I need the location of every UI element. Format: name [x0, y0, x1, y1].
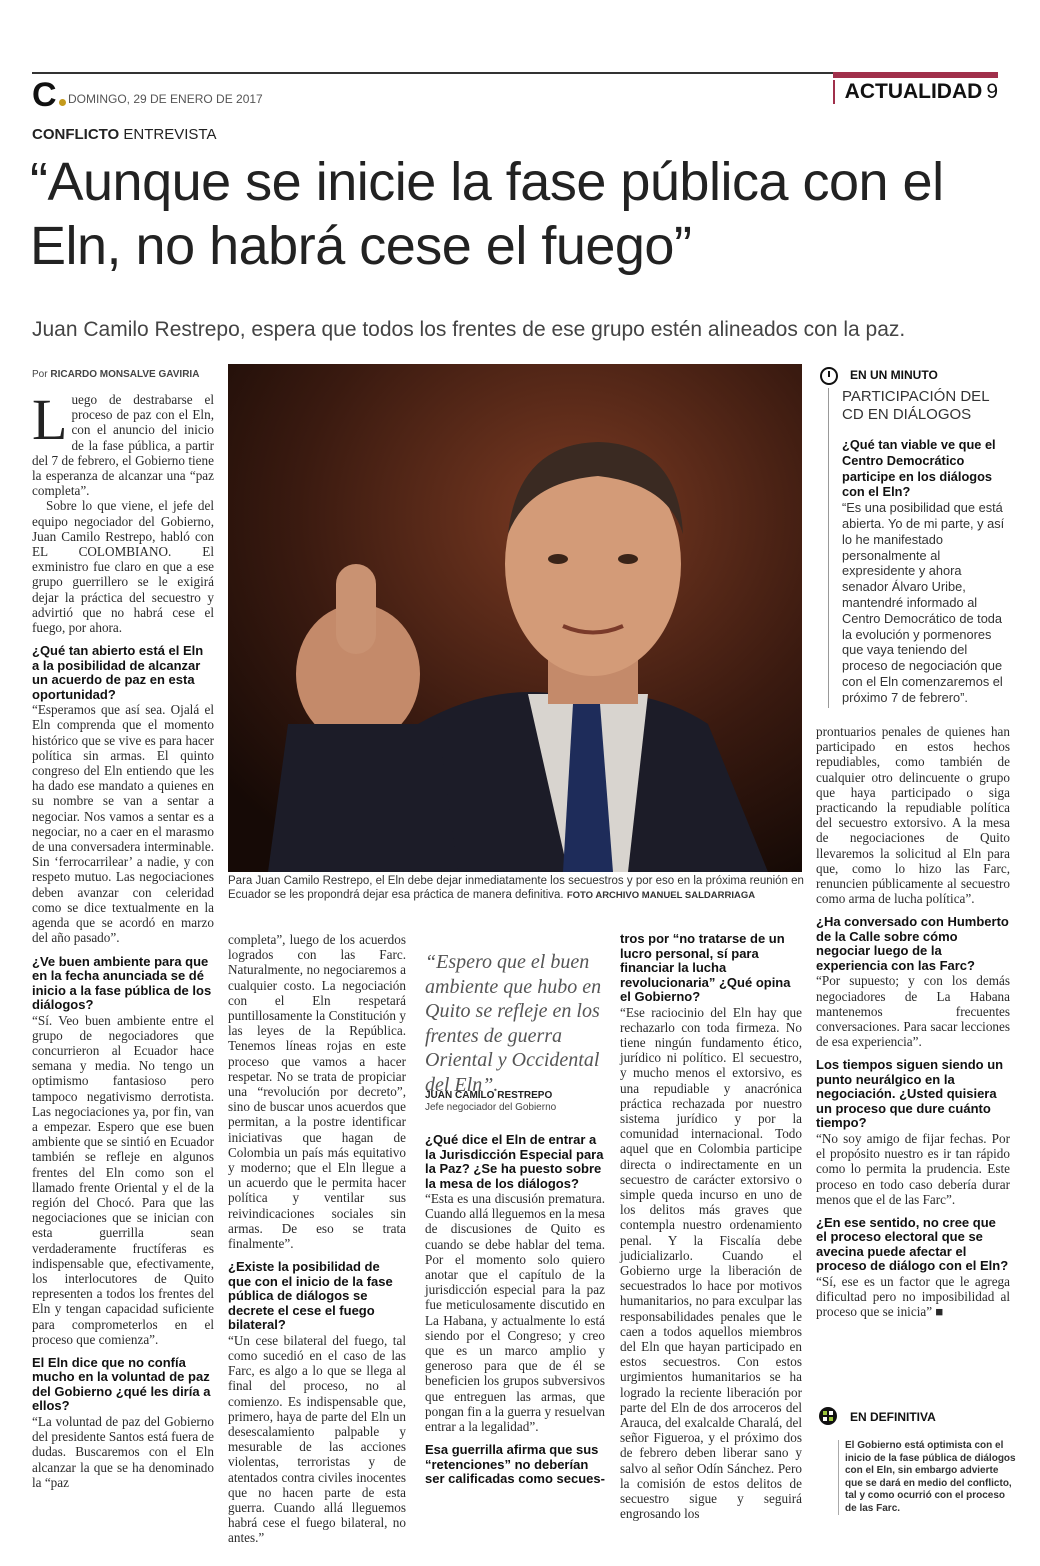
article-column-4: [620, 932, 802, 1521]
lead-text: uego de destrabarse el proceso de paz con el Eln, con el anuncio del inicio de la fase pública, a partir del 7 de febrero, el Gobierno tiene la esperanza de alcanzar una “paz completa”.: [32, 392, 214, 499]
en-definitiva-title: EN DEFINITIVA: [850, 1410, 936, 1424]
photo-credit: FOTO ARCHIVO MANUEL SALDARRIAGA: [566, 890, 756, 901]
kicker-type: ENTREVISTA: [123, 126, 217, 143]
answer: “La voluntad de paz del Gobierno del presidente Santos está fuera de dudas. Buscaremos con el Eln alcanzar la que se ha denominado la “paz: [32, 1413, 214, 1490]
question: ¿Qué tan abierto está el Eln a la posibilidad de alcanzar un acuerdo de paz en esta oportunidad?: [32, 643, 204, 702]
issue-date: DOMINGO, 29 DE ENERO DE 2017: [68, 92, 263, 106]
question: El Eln dice que no confía mucho en la voluntad de paz del Gobierno ¿qué les diría a ellos?: [32, 1354, 211, 1414]
interview-photo: [228, 364, 802, 872]
puzzle-icon: [818, 1406, 838, 1426]
lead-paragraph: [32, 387, 214, 499]
sidebar-answer: “Es una posibilidad que está abierta. Yo de mi parte, y así lo he manifestado personalmente al expresidente y ahora senador Álvaro Uribe, mantendré informado al Centro Democrático de toda la evolución y pormenores que vaya teniendo del proceso de negociación que con el Eln comenzaremos el próximo 7 de febrero”.: [842, 500, 1005, 705]
section-name: ACTUALIDAD: [844, 80, 983, 103]
answer-continued: completa”, luego de los acuerdos logrados con las Farc. Naturalmente, no negociaremos a cualquier costo. La negociación con el Eln respetará puntillosamente la Constitución y las leyes de la República. Tenemos líneas rojas en este proceso que vamos a hacer respetar. No se trata de propiciar una “revolución por decreto”, sino de buscar unos acuerdos que permitan, a la postre identificar iniciativas que hagan de Colombia un país más equitativo y moderno; que el Eln llegue a un acuerdo que le permita hacer política y ventilar sus reivindicaciones sociales sin armas. De eso se trata finalmente”.: [228, 932, 406, 1252]
en-un-minuto-header: [850, 368, 1032, 382]
answer: “Por supuesto; y con los demás negociadores de La Habana mantenemos frecuentes conversaciones. Para sacar lecciones de esa experiencia”.: [816, 973, 1010, 1050]
article-column-2: [228, 932, 406, 1546]
question: ¿Ve buen ambiente para que en la fecha anunciada se dé inicio a la fase pública de los diálogos?: [32, 953, 212, 1012]
kicker-topic: CONFLICTO: [32, 126, 120, 143]
question: ¿Ha conversado con Humberto de la Calle sobre cómo negociar luego de la experiencia con las Farc?: [816, 914, 1009, 973]
question-continued: tros por “no tratarse de un lucro personal, sí para financiar la lucha revolucionaria” ¿Qué opina el Gobierno?: [620, 931, 791, 1004]
byline-prefix: Por: [32, 369, 48, 380]
subheadline: Juan Camilo Restrepo, espera que todos los frentes de ese grupo estén alineados con la paz.: [32, 318, 906, 341]
newspaper-logo: C: [32, 76, 66, 115]
sidebar-title: EN UN MINUTO: [850, 368, 938, 382]
question: ¿Existe la posibilidad de que con el inicio de la fase pública de diálogos se decrete el cese el fuego bilateral?: [228, 1259, 393, 1333]
sidebar-question: ¿Qué tan viable ve que el Centro Democrático participe en los diálogos con el Eln?: [842, 437, 996, 500]
answer: “Esta es una discusión prematura. Cuando allá lleguemos en la mesa de discusiones de Quito es cuando se debe hablar del tema. Por el momento solo quiero anotar que el capítulo de la jurisdicción especial para la paz fue meticulosamente discutido en La Habana, y actualmente lo está siendo por el Congreso; y creo que es un marco amplio y generoso para que de él se beneficien los grupos subversivos que entreguen las armas, que pongan fin a la guerra y resuelvan entrar a la legalidad”.: [425, 1191, 605, 1435]
section-label: [833, 80, 998, 104]
answer-continued: prontuarios penales de quienes han participado en estos hechos repudiables, como también de cualquier otro delincuente o grupo que haya participado o siga practicando la repudiable política del secuestro extorsivo. A la mesa de negociaciones de Quito llevaremos la solicitud al Eln para que, como lo hizo las Farc, renuncien públicamente al secuestro como arma de lucha política”.: [816, 724, 1010, 907]
article-column-5: [816, 724, 1010, 1320]
answer: “Sí. Veo buen ambiente entre el grupo de negociadores que concurrieron al Ecuador hace semana y media. No tengo un optimismo fantasioso pero tampoco negativismo derrotista. Las negociaciones ya, por fin, van a empezar. Espero que ese buen ambiente que se sintió en Ecuador también se refleje en algunos frentes del Eln como son el llamado frente Oriental y el de la región del Chocó. Para que las negociaciones que se inician con esta guerrilla sean verdaderamente fructíferas es indispensable que, efectivamente, los interlocutores de Quito representen a todos los frentes del Eln y tengan capacidad suficiente para comprometerlos en el proceso que comienza”.: [32, 1012, 214, 1347]
article-column-3: [425, 1124, 605, 1487]
headline: “Aunque se inicie la fase pública con el Eln, no habrá cese el fuego”: [30, 152, 944, 276]
dropcap: L: [32, 387, 68, 452]
answer: “Sí, ese es un factor que le agrega dificultad pero no imposibilidad al proceso que se inicia” ■: [816, 1273, 1010, 1320]
sidebar-body: [842, 437, 1010, 706]
page-number: 9: [986, 80, 998, 103]
paragraph: Sobre lo que viene, el jefe del equipo negociador del Gobierno, Juan Camilo Restrepo, habló con EL COLOMBIANO. El exministro fue claro en que a ese grupo guerrillero se le exigirá dejar la práctica del secuestro y advirtió que no habrá cese el fuego, por ahora.: [32, 498, 214, 636]
pull-quote: “Espero que el buen ambiente que hubo en Quito se refleje en los frentes de guerra Oriental y Occidental del Eln”.: [425, 951, 602, 1096]
article-column-1: [32, 387, 214, 1490]
answer: “Ese raciocinio del Eln hay que rechazarlo con toda firmeza. No tiene ningún fundamento ético, jurídico ni político. El secuestro, y mucho menos el extorsivo, es una repudiable y anacrónica práctica rechazada por nuestro sistema jurídico y por la comunidad internacional. Todo aquel que en Colombia participe directa o indirectamente en un secuestro de carácter extorsivo o simple queda incurso en uno de los delitos más graves que contempla nuestro ordenamiento penal. Y la Fiscalía debe judicializarlo. Cuando el Gobierno urge la liberación de secuestrados lo hace por motivos humanitarios, no para exculpar las responsabilidades penales que le caen a todos aquellos miembros del Eln que hayan participado en estos secuestros. Con estos urgimientos humanitarios se ha logrado la reciente liberación por parte del Eln de dos arroceros del Arauca, del exalcalde Charalá, del señor Figueroa, y el próximo dos de febrero deben liberar sano y salvo al señor Odín Sánchez. Pero la comisión de estos delitos de secuestro sigue y seguirá engrosando los: [620, 1004, 802, 1522]
sidebar-divider: [828, 388, 829, 708]
section-accent-bar: [833, 72, 998, 78]
en-definitiva-text: El Gobierno está optimista con el inicio de la fase pública de diálogos con el Eln, sin embargo advierte que se dará en medio del conflicto, tal y como ocurrió con el proceso de las Farc.: [838, 1440, 1017, 1515]
question: Los tiempos siguen siendo un punto neurálgico en la negociación. ¿Usted quisiera un proceso que dure cuánto tiempo?: [816, 1057, 1004, 1131]
byline-author: RICARDO MONSALVE GAVIRIA: [50, 369, 200, 380]
pull-quote-role: Jefe negociador del Gobierno: [425, 1102, 557, 1113]
question: Esa guerrilla afirma que sus “retenciones” no deberían ser calificadas como secues-: [425, 1442, 605, 1487]
clock-icon: [820, 367, 838, 385]
answer: “Un cese bilateral del fuego, tal como sucedió en el caso de las Farc, es algo a lo que se llega al final del proceso, no al comienzo. Es indispensable que, primero, haya de parte del Eln un desescalamiento palpable y mesurable de las acciones violentas, terroristas y de atentados contra civiles inocentes que no hacen parte de esta guerra. Cuando allá lleguemos habrá cese el fuego bilateral, no antes.”: [228, 1332, 406, 1546]
sidebar-subtitle: PARTICIPACIÓN DEL CD EN DIÁLOGOS: [842, 388, 989, 423]
answer: “No soy amigo de fijar fechas. Por el propósito nuestro es ir tan rápido como lo permita la prudencia. Este proceso en todo caso debería durar menos que el de las Farc”.: [816, 1130, 1010, 1207]
question: ¿En ese sentido, no cree que el proceso electoral que se avecina puede afectar el proceso de diálogo con el Eln?: [816, 1214, 1009, 1274]
byline: [32, 369, 199, 380]
photo-caption: [228, 874, 806, 903]
pull-quote-author: JUAN CAMILO RESTREPO: [425, 1090, 553, 1101]
kicker: [32, 126, 216, 143]
logo-dot-icon: [59, 99, 66, 106]
caption-text: Para Juan Camilo Restrepo, el Eln debe dejar inmediatamente los secuestros y por eso en la próxima reunión en Ecuador se les propondrá dejar esa práctica de manera definitiva.: [228, 875, 804, 901]
answer: “Esperamos que así sea. Ojalá el Eln comprenda que el momento histórico que se vive es para hacer política sin armas. El quinto congreso del Eln entiendo que les ha dado ese mandato a quienes en su nombre se van a sentar a negociar. Nos vamos a sentar es a negociar, no a caer en el marasmo de una conversadera interminable. Sin ‘ferrocarrilear’ a nadie, y con respeto mutuo. Las negociaciones deben avanzar con celeridad como se dice textualmente en la agenda que se acordó en marzo del año pasado”.: [32, 702, 214, 946]
question: ¿Qué dice el Eln de entrar a la Jurisdicción Especial para la Paz? ¿Se ha puesto sobre la mesa de los diálogos?: [425, 1132, 604, 1191]
portrait-illustration: [228, 364, 802, 872]
